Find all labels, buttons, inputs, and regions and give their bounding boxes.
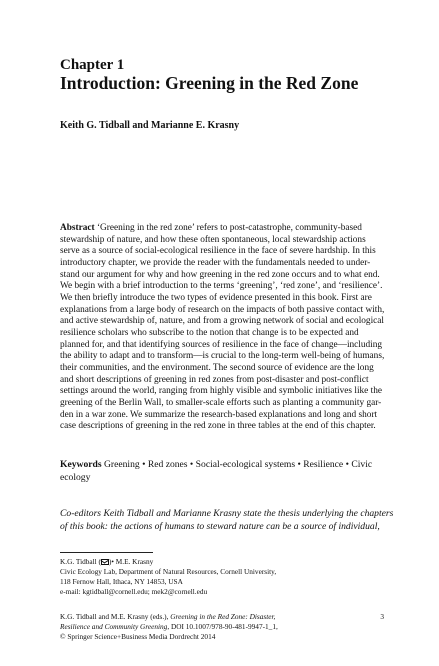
keywords <box>60 458 383 484</box>
chapter-label: Chapter 1 <box>60 57 125 73</box>
abstract-line: explanations from a large body of research on the impacts of both passive contact with, <box>60 304 385 315</box>
abstract-line: and active stewardship of, nature, and from a growing network of social and ecological <box>60 316 384 327</box>
affiliation-email: e-mail: kgtidball@cornell.edu; mek2@cornell.edu <box>60 587 208 596</box>
abstract-line: case descriptions of greening in the red zone in three tables at the end of this chapter. <box>60 421 376 432</box>
intro-paragraph <box>60 507 394 533</box>
page-number: 3 <box>380 612 384 621</box>
keywords-text: Greening • Red zones • Social-ecological systems • Resilience • Civic ecology <box>60 459 373 483</box>
intro-line: Co-editors Keith Tidball and Marianne Krasny state the thesis underlying the chapters <box>60 508 394 519</box>
abstract-line: and short descriptions of greening in red zones from post-disaster and post-conflict <box>60 374 369 385</box>
affiliation-line: 118 Fernow Hall, Ithaca, NY 14853, USA <box>60 577 183 586</box>
intro-line: of this book: the actions of humans to steward nature can be a source of individual, <box>60 521 380 532</box>
abstract-line: serve as a source of social-ecological resilience in the face of severe hardship. In this <box>60 246 376 257</box>
abstract-line: den in a war zone. We summarize the research-based explanations and long and short <box>60 409 378 420</box>
copyright-line: © Springer Science+Business Media Dordrecht 2014 <box>60 632 216 641</box>
abstract-line: introductory chapter, we provide the reader with the fundamentals needed to under- <box>60 257 371 268</box>
abstract-line: We begin with a brief introduction to the terms ‘greening’, ‘red zone’, and ‘resilience’. <box>60 281 383 292</box>
abstract-line: settings around the world, ranging from highly visible and symbolic initiatives like the <box>60 386 382 397</box>
citation-line: Resilience and Community Greening, DOI 10.1007/978-90-481-9947-1_1, <box>60 622 278 631</box>
abstract-text: ‘Greening in the red zone’ refers to post-catastrophe, community-based <box>96 223 362 233</box>
author-affiliation <box>60 557 383 597</box>
chapter-title: Introduction: Greening in the Red Zone <box>60 73 359 93</box>
abstract-line: the ability to adapt and to transform—is crucial to the long-term well-being of humans, <box>60 351 385 362</box>
abstract-line: stewardship of nature, and how these often spontaneous, local stewardship actions <box>60 234 366 245</box>
book-citation <box>60 612 340 642</box>
abstract-line: stand our argument for why and how greening in the red zone occurs and to what end. <box>60 269 380 280</box>
affiliation-line: Civic Ecology Lab, Department of Natural Resources, Cornell University, <box>60 567 277 576</box>
affiliation-names: K.G. Tidball ( )• M.E. Krasny <box>60 557 154 566</box>
citation-line: K.G. Tidball and M.E. Krasny (eds.), Greening in the Red Zone: Disaster, <box>60 612 276 621</box>
abstract-line: planned for, and that identifying sources of resilience in the face of change—including <box>60 339 383 350</box>
abstract-line: resilience scholars who subscribe to the notion that change is to be expected and <box>60 327 359 338</box>
abstract-heading: Abstract <box>60 223 95 233</box>
abstract-line <box>60 223 383 235</box>
keywords-heading: Keywords <box>60 459 102 470</box>
envelope-icon <box>101 559 109 565</box>
footnote-divider <box>60 552 153 553</box>
abstract-line: We then briefly introduce the two types of evidence presented in this book. First are <box>60 292 372 303</box>
author-list: Keith G. Tidball and Marianne E. Krasny <box>60 120 240 131</box>
abstract-line: greening of the Berlin Wall, to smaller-scale efforts such as planting a community gar- <box>60 397 382 408</box>
abstract-line: their communities, and the environment. The second source of evidence are the long <box>60 362 374 373</box>
abstract <box>60 223 383 433</box>
